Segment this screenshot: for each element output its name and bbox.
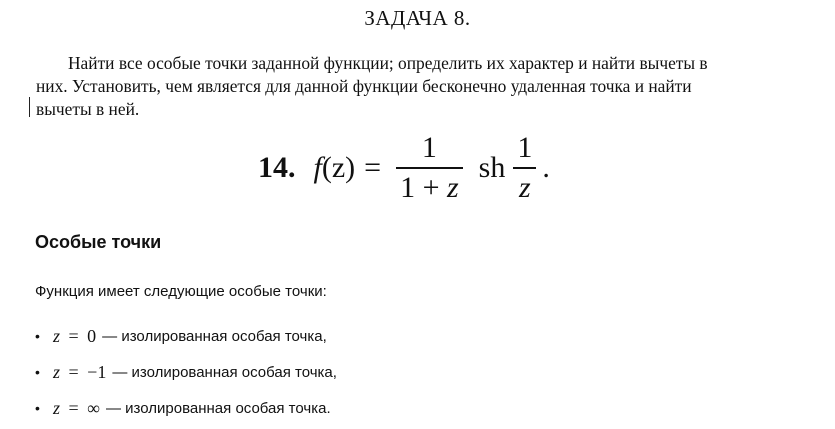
formula-fraction-1 <box>396 131 463 205</box>
formula-argument: (z) <box>321 151 356 184</box>
task-statement <box>36 52 798 121</box>
formula <box>258 128 550 208</box>
formula-equals: = <box>364 151 382 184</box>
list-item-text: — изолированная особая точка, <box>102 327 327 345</box>
math-expression: z = −1 <box>53 361 107 382</box>
fraction-denominator: 1 + z <box>400 171 459 204</box>
fraction-numerator: 1 <box>421 131 437 164</box>
task-statement-line: вычеты в ней. <box>36 99 140 119</box>
task-title: ЗАДАЧА 8. <box>364 6 471 30</box>
list-item <box>35 354 337 390</box>
bullet-icon: • <box>35 364 40 380</box>
list-item-text: — изолированная особая точка, <box>112 363 337 381</box>
formula-number: 14. <box>258 151 296 184</box>
fraction-denominator: z <box>519 171 531 204</box>
text-cursor <box>29 97 30 117</box>
task-statement-line: них. Установить, чем является для данной функции бесконечно удаленная точка и найти <box>36 76 692 96</box>
formula-sh: sh <box>478 151 506 184</box>
task-statement-line: Найти все особые точки заданной функции; определить их характер и найти вычеты в <box>68 53 708 73</box>
section-heading: Особые точки <box>35 232 162 252</box>
math-expression: z = ∞ <box>53 397 101 418</box>
formula-function: f <box>313 151 322 184</box>
bullet-icon: • <box>35 328 40 344</box>
bullet-icon: • <box>35 400 40 416</box>
list-item-text: — изолированная особая точка. <box>106 399 331 417</box>
formula-end: . <box>542 151 550 184</box>
fraction-numerator: 1 <box>517 131 533 164</box>
math-expression: z = 0 <box>53 325 97 346</box>
formula-fraction-2 <box>513 131 536 205</box>
list-item <box>35 318 337 354</box>
list-item <box>35 390 337 426</box>
intro-text: Функция имеет следующие особые точки: <box>35 283 327 300</box>
singular-points-list <box>35 318 337 426</box>
